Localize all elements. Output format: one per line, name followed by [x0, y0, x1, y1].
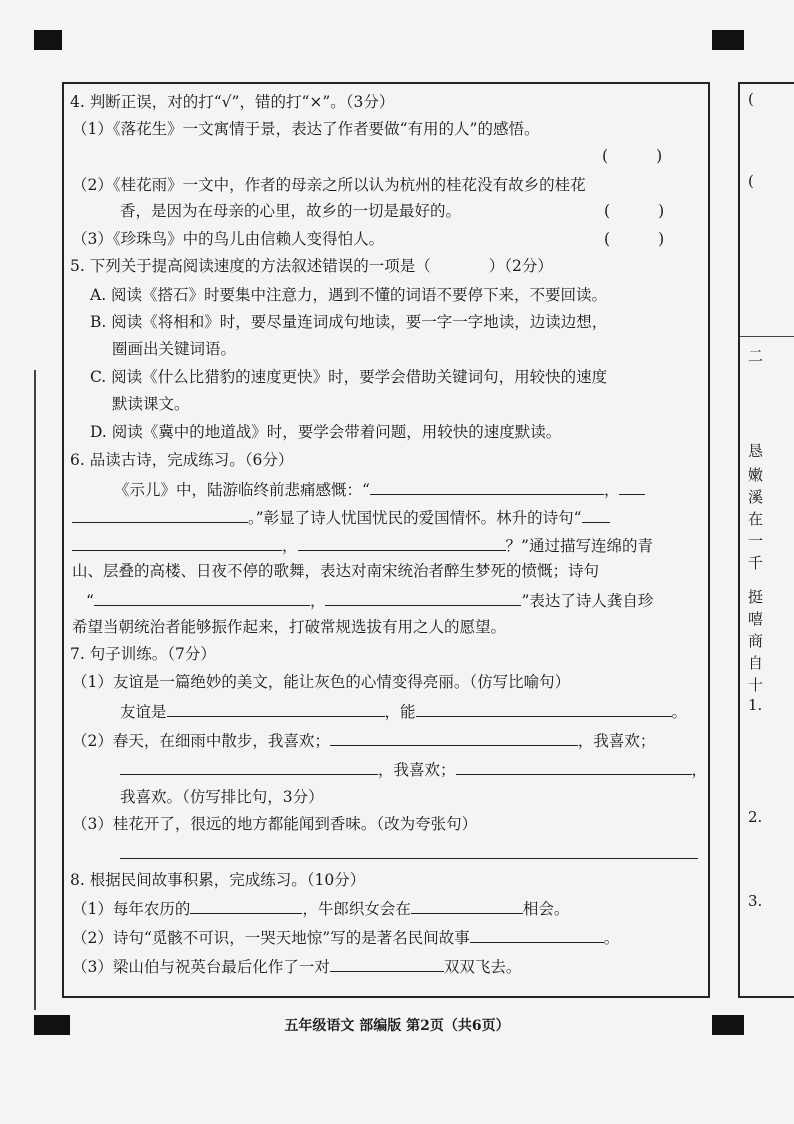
- q5-option-b-cont: 圈画出关键词语。: [112, 340, 237, 358]
- q5-option-c: C. 阅读《什么比猎豹的速度更快》时，要学会借助关键词句，用较快的速度: [90, 368, 608, 386]
- q4-item-3: （3）《珍珠鸟》中的鸟儿由信赖人变得怕人。: [72, 230, 385, 248]
- side-char-13: 自: [748, 654, 764, 672]
- side-char-8: 一: [748, 532, 764, 550]
- q8-blank-4[interactable]: [330, 955, 444, 972]
- q5-title: 5. 下列关于提高阅读速度的方法叙述错误的一项是（ ）（2分）: [70, 257, 553, 275]
- q6-line-6: 希望当朝统治者能够振作起来，打破常规选拔有用之人的愿望。: [72, 618, 507, 636]
- side-char-11: 嘻: [748, 610, 764, 628]
- next-page-panel: [738, 82, 794, 998]
- q6-line-2: 。”彰显了诗人忧国忧民的爱国情怀。林升的诗句“: [72, 506, 610, 528]
- q7-blank-6[interactable]: [120, 842, 698, 859]
- q4-title: 4. 判断正误，对的打“√”，错的打“×”。（3分）: [70, 93, 395, 111]
- q6-blank-6[interactable]: [298, 534, 506, 551]
- q8-line-3: （3）梁山伯与祝英台最后化作了一对 双双飞去。: [72, 955, 521, 977]
- q7-blank-5[interactable]: [456, 758, 692, 775]
- q4-answer-paren-2[interactable]: ( ): [604, 202, 665, 220]
- q6-blank-8[interactable]: [325, 589, 521, 606]
- q7-s2-line-2: ，我喜欢； ，: [120, 758, 707, 780]
- side-char-9: 千: [748, 554, 764, 572]
- q8-blank-1[interactable]: [190, 897, 302, 914]
- q7-blank-4[interactable]: [120, 758, 378, 775]
- next-page-divider: [740, 336, 794, 337]
- q6-blank-2[interactable]: [619, 478, 645, 495]
- q8-line-2: （2）诗句“觅骸不可识，一哭天地惊”写的是著名民间故事 。: [72, 926, 619, 948]
- q6-line-1: 《示儿》中，陆游临终前悲痛感慨：“ ，: [114, 478, 645, 500]
- side-char-15: 1.: [748, 696, 763, 714]
- q8-title: 8. 根据民间故事积累，完成练习。（10分）: [70, 871, 366, 889]
- q8-blank-2[interactable]: [411, 897, 523, 914]
- q5-option-d: D. 阅读《冀中的地道战》时，要学会带着问题，用较快的速度默读。: [90, 423, 562, 441]
- q7-s2: （2）春天，在细雨中散步，我喜欢； ，我喜欢；: [72, 729, 655, 751]
- q6-line-3: ， ？”通过描写连绵的青: [72, 534, 653, 556]
- side-char-17: 3.: [748, 892, 763, 910]
- registration-mark-top-left: [34, 30, 62, 50]
- registration-mark-top-right: [712, 30, 744, 50]
- q7-blank-3[interactable]: [330, 729, 578, 746]
- side-char-2: (: [748, 172, 754, 190]
- q6-title: 6. 品读古诗，完成练习。（6分）: [70, 451, 294, 469]
- q7-title: 7. 句子训练。（7分）: [70, 645, 216, 663]
- page-footer: 五年级语文 部编版 第2页（共6页）: [284, 1018, 510, 1034]
- side-char-3: 二: [748, 347, 764, 365]
- q5-option-b: B. 阅读《将相和》时，要尽量连词成句地读，要一字一字地读，边读边想，: [90, 313, 608, 331]
- q7-s3: （3）桂花开了，很远的地方都能闻到香味。（改为夸张句）: [72, 815, 478, 833]
- q7-blank-2[interactable]: [416, 700, 672, 717]
- q6-blank-4[interactable]: [582, 506, 610, 523]
- q7-s2-line-3: 我喜欢。（仿写排比句，3分）: [120, 788, 324, 806]
- side-char-5: 嫩: [748, 466, 764, 484]
- q6-blank-7[interactable]: [94, 589, 310, 606]
- q7-blank-1[interactable]: [167, 700, 385, 717]
- q6-blank-3[interactable]: [72, 506, 248, 523]
- q4-answer-paren-1[interactable]: ( ): [602, 147, 663, 165]
- side-char-14: 十: [748, 676, 764, 694]
- q5-option-c-cont: 默读课文。: [112, 395, 190, 413]
- q4-item-2-cont: 香，是因为在母亲的心里，故乡的一切是最好的。: [120, 202, 462, 220]
- q6-blank-1[interactable]: [370, 478, 604, 495]
- q6-blank-5[interactable]: [72, 534, 282, 551]
- q5-option-a: A. 阅读《搭石》时要集中注意力，遇到不懂的词语不要停下来，不要回读。: [90, 286, 608, 304]
- side-char-1: (: [748, 90, 754, 108]
- q8-blank-3[interactable]: [470, 926, 604, 943]
- q6-line-5: “ ， ”表达了诗人龚自珍: [86, 589, 653, 611]
- q4-item-1: （1）《落花生》一文寓情于景，表达了作者要做“有用的人”的感悟。: [72, 120, 540, 138]
- side-char-16: 2.: [748, 808, 763, 826]
- q8-line-1: （1）每年农历的 ，牛郎织女会在 相会。: [72, 897, 569, 919]
- q4-answer-paren-3[interactable]: ( ): [604, 230, 665, 248]
- side-char-12: 商: [748, 632, 764, 650]
- q7-s1-answer: 友谊是 ，能 。: [120, 700, 687, 722]
- q4-item-2: （2）《桂花雨》一文中，作者的母亲之所以认为杭州的桂花没有故乡的桂花: [72, 176, 586, 194]
- side-char-7: 在: [748, 510, 764, 528]
- left-edge-line: [34, 370, 36, 1010]
- q6-line-4: 山、层叠的高楼、日夜不停的歌舞，表达对南宋统治者醉生梦死的愤慨；诗句: [72, 562, 600, 580]
- side-char-4: 恳: [748, 442, 764, 460]
- side-char-6: 溪: [748, 488, 764, 506]
- side-char-10: 挺: [748, 588, 764, 606]
- q7-s1: （1）友谊是一篇绝妙的美文，能让灰色的心情变得亮丽。（仿写比喻句）: [72, 673, 571, 691]
